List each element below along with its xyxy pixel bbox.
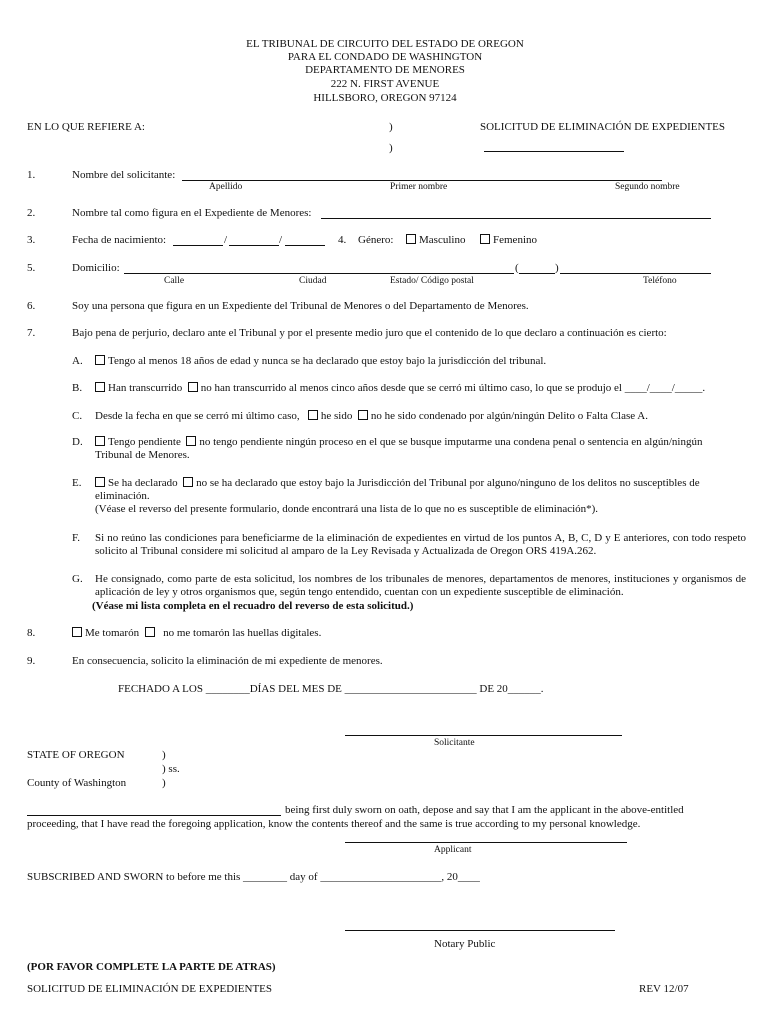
footer-title: SOLICITUD DE ELIMINACIÓN DE EXPEDIENTES <box>27 983 273 995</box>
sublabel-telefono: Teléfono <box>643 276 677 286</box>
statement-f: Si no reúno las condiciones para beneficiarme de la eliminación de expedientes en virtud de los puntos A, B, C, D y E anteriores, con todo respeto solicito al Tribunal considere mi solicitud al amparo de la Ley Revisada y Actualizada de Oregon ORS 419A.262. <box>95 532 746 557</box>
statement-d-cont: Tribunal de Menores. <box>95 449 190 461</box>
statement-e-yes-checkbox[interactable] <box>95 477 105 487</box>
caption-paren: ) <box>389 142 393 154</box>
dob-day-field[interactable] <box>229 245 279 246</box>
subscribed-line[interactable]: SUBSCRIBED AND SWORN to before me this ________ day of ______________________, 20____ <box>27 871 480 883</box>
document-title: SOLICITUD DE ELIMINACIÓN DE EXPEDIENTES <box>480 121 726 133</box>
sworn-text: being first duly sworn on oath, depose and say that I am the applicant in the above-entitled <box>285 804 684 816</box>
phone-paren: ( <box>515 262 519 274</box>
state-label: STATE OF OREGON <box>27 749 125 761</box>
item-number: 3. <box>27 234 36 246</box>
item-number: 7. <box>27 327 36 339</box>
sublabel-segundo-nombre: Segundo nombre <box>615 182 680 192</box>
item-9-text: En consecuencia, solicito la eliminación de mi expediente de menores. <box>72 655 383 667</box>
statement-e-no-checkbox[interactable] <box>183 477 193 487</box>
sub-letter: F. <box>72 532 80 544</box>
venue-paren: ) <box>162 749 166 761</box>
statement-d-yes-checkbox[interactable] <box>95 436 105 446</box>
caption-paren: ) <box>389 121 393 133</box>
item-7-text: Bajo pena de perjurio, declaro ante el Tribunal y por el presente medio juro que el contenido de lo que declaro a continuación es cierto: <box>72 327 667 339</box>
statement-a[interactable]: Tengo al menos 18 años de edad y nunca se ha declarado que estoy bajo la jurisdicción del tribunal. <box>95 355 546 368</box>
address-field[interactable] <box>124 273 514 274</box>
sub-letter: B. <box>72 382 83 394</box>
item-6-text: Soy una persona que figura en un Expediente del Tribunal de Menores o del Departamento de Menores. <box>72 300 529 312</box>
statement-g: He consignado, como parte de esta solicitud, los nombres de los tribunales de menores, departamentos de menores, instituciones y organismos de aplicación de ley y otros organismos que, según tengo entendido, cuentan con un expediente susceptible de eliminación. <box>95 573 746 598</box>
street-address: 222 N. FIRST AVENUE <box>330 78 440 90</box>
county-name: PARA EL CONDADO DE WASHINGTON <box>287 51 483 63</box>
county-label: County of Washington <box>27 777 127 789</box>
female-checkbox[interactable] <box>480 234 490 244</box>
statement-e-note: (Véase el reverso del presente formulario, donde encontrará una lista de lo que no es susceptible de eliminación*). <box>95 503 599 515</box>
city-address: HILLSBORO, OREGON 97124 <box>313 92 457 104</box>
statement-b[interactable]: Han transcurrido no han transcurrido al menos cinco años desde que se cerró mi último caso, lo que se produjo el ____/____/_____. <box>95 382 705 395</box>
affiant-name-field[interactable] <box>27 815 281 816</box>
sworn-text-cont: proceeding, that I have read the foregoing application, know the contents thereof and the same is true according to my personal knowledge. <box>27 818 641 830</box>
dob-separator: / <box>279 234 283 246</box>
statement-c-no-checkbox[interactable] <box>358 410 368 420</box>
revision-label: REV 12/07 <box>639 983 689 995</box>
statement-d[interactable]: Tengo pendiente no tengo pendiente ningún proceso en el que se busque imputarme una condena penal o sentencia en algún/ningún <box>95 436 702 449</box>
fingerprints-no-checkbox[interactable] <box>145 627 155 637</box>
item-number: 5. <box>27 262 36 274</box>
item-number: 1. <box>27 169 36 181</box>
department-name: DEPARTAMENTO DE MENORES <box>305 64 465 76</box>
complete-back-note: (POR FAVOR COMPLETE LA PARTE DE ATRAS) <box>27 961 276 973</box>
gender-label: Género: <box>358 234 394 246</box>
sublabel-calle: Calle <box>164 276 185 286</box>
sub-letter: A. <box>72 355 83 367</box>
applicant-name-label: Nombre del solicitante: <box>72 169 176 181</box>
venue-paren: ) <box>162 777 166 789</box>
dob-separator: / <box>224 234 228 246</box>
phone-paren: ) <box>555 262 559 274</box>
applicant-signature-line[interactable] <box>345 842 627 843</box>
case-number-field[interactable] <box>484 151 624 152</box>
applicant-name-field[interactable] <box>182 180 662 181</box>
phone-field[interactable] <box>560 273 711 274</box>
item-number: 6. <box>27 300 36 312</box>
sublabel-estado: Estado/ Código postal <box>390 276 474 286</box>
item-number: 9. <box>27 655 36 667</box>
solicitante-label: Solicitante <box>434 738 475 748</box>
gender-male-option[interactable]: Masculino <box>406 234 465 247</box>
sub-letter: E. <box>72 477 82 489</box>
sublabel-primer-nombre: Primer nombre <box>390 182 448 192</box>
notary-label: Notary Public <box>434 938 496 950</box>
record-name-label: Nombre tal como figura en el Expediente de Menores: <box>72 207 312 219</box>
statement-d-no-checkbox[interactable] <box>186 436 196 446</box>
address-label: Domicilio: <box>72 262 120 274</box>
dated-line[interactable]: FECHADO A LOS ________DÍAS DEL MES DE ________________________ DE 20______. <box>118 683 544 695</box>
notary-signature-line[interactable] <box>345 930 615 931</box>
item-number: 4. <box>338 234 347 246</box>
statement-c[interactable]: Desde la fecha en que se cerró mi último caso, he sido no he sido condenado por algún/ningún Delito o Falta Clase A. <box>95 410 648 422</box>
statement-b-yes-checkbox[interactable] <box>95 382 105 392</box>
sublabel-apellido: Apellido <box>209 182 243 192</box>
statement-a-checkbox[interactable] <box>95 355 105 365</box>
matter-label: EN LO QUE REFIERE A: <box>27 121 145 133</box>
applicant-label: Applicant <box>434 845 472 855</box>
statement-g-note: (Véase mi lista completa en el recuadro del reverso de esta solicitud.) <box>92 600 414 612</box>
sub-letter: G. <box>72 573 83 585</box>
gender-female-option[interactable]: Femenino <box>480 234 537 247</box>
sublabel-ciudad: Ciudad <box>299 276 327 286</box>
statement-e-cont: eliminación. <box>95 490 150 502</box>
male-checkbox[interactable] <box>406 234 416 244</box>
record-name-field[interactable] <box>321 218 711 219</box>
statement-c-yes-checkbox[interactable] <box>308 410 318 420</box>
area-code-field[interactable] <box>519 273 555 274</box>
fingerprints-yes-checkbox[interactable] <box>72 627 82 637</box>
dob-month-field[interactable] <box>173 245 223 246</box>
dob-year-field[interactable] <box>285 245 325 246</box>
item-number: 2. <box>27 207 36 219</box>
solicitante-signature-line[interactable] <box>345 735 622 736</box>
dob-label: Fecha de nacimiento: <box>72 234 167 246</box>
sub-letter: C. <box>72 410 83 422</box>
court-name: EL TRIBUNAL DE CIRCUITO DEL ESTADO DE OREGON <box>246 38 524 50</box>
statement-e[interactable]: Se ha declarado no se ha declarado que estoy bajo la Jurisdicción del Tribunal por alguno/ninguno de los delitos no susceptibles de <box>95 477 700 490</box>
statement-b-no-checkbox[interactable] <box>188 382 198 392</box>
sub-letter: D. <box>72 436 83 448</box>
fingerprints-option[interactable]: Me tomarón no me tomarón las huellas digitales. <box>72 627 321 640</box>
venue-paren-ss: ) ss. <box>162 763 180 775</box>
item-number: 8. <box>27 627 36 639</box>
